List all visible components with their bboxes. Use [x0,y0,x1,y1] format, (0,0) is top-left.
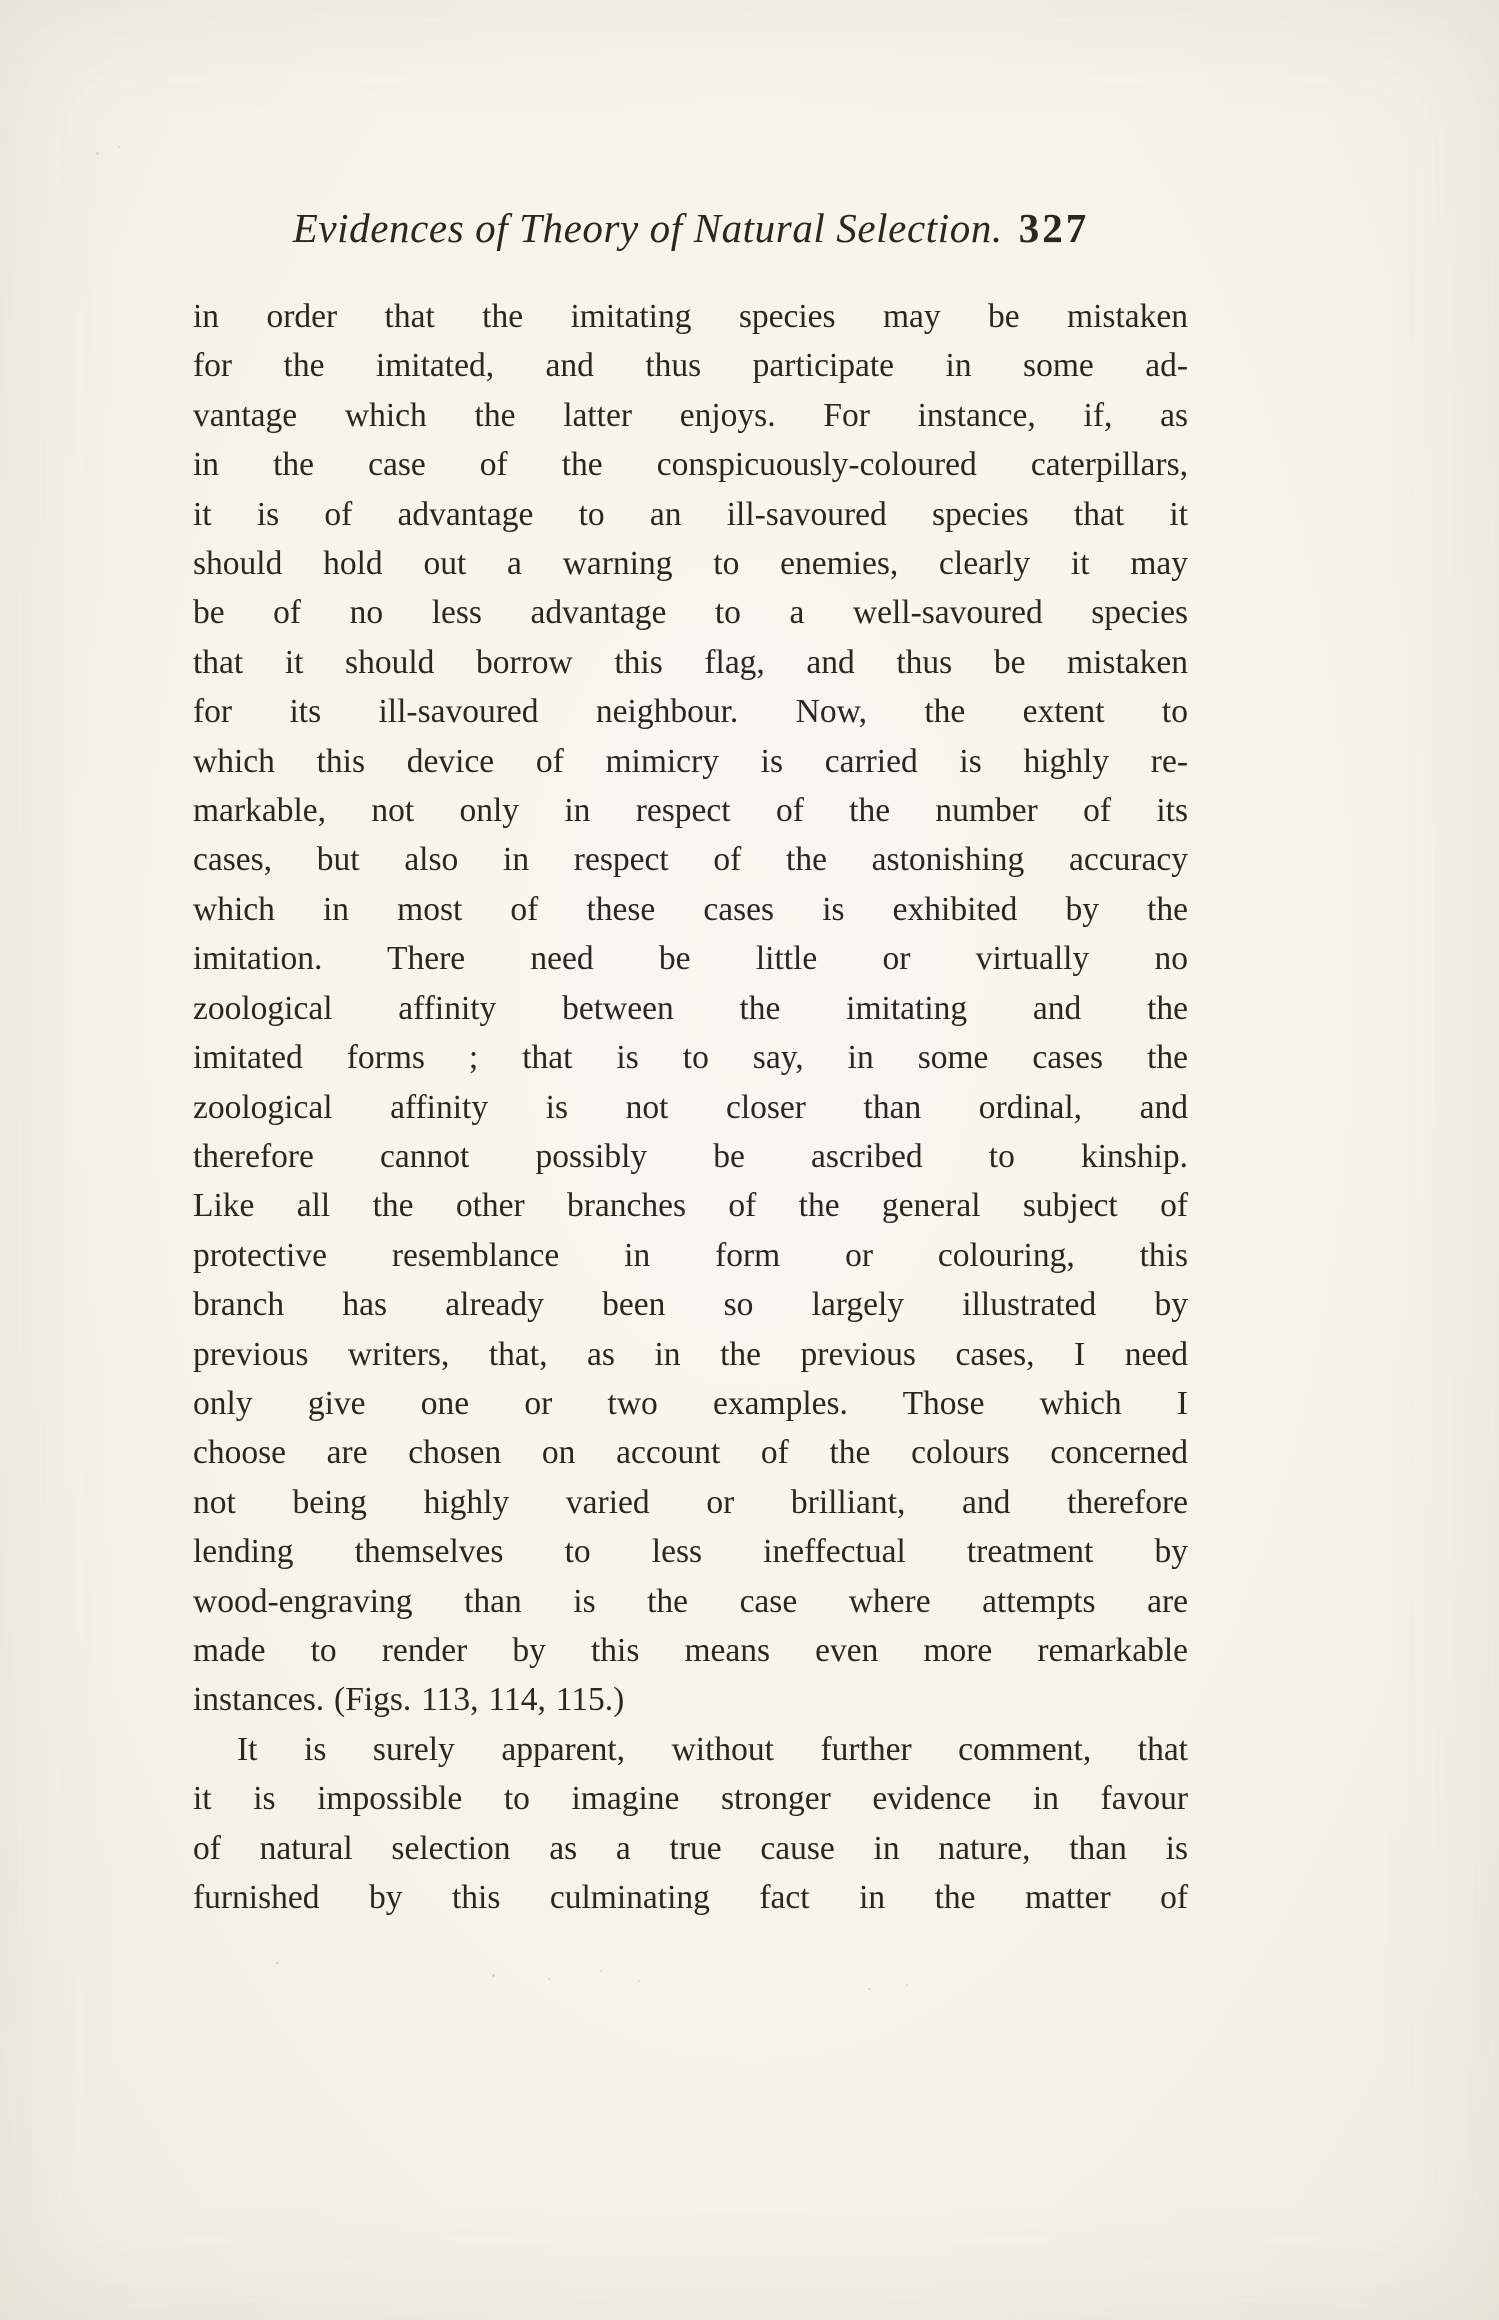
text-line: made to render by this means even more remarkable [193,1631,1188,1669]
scan-speck [638,1980,640,1982]
text-line: choose are chosen on account of the colours concerned [193,1434,1188,1472]
text-line: be of no less advantage to a well-savoured species [193,594,1188,632]
scan-speck [276,1962,279,1964]
text-line: imitated forms ; that is to say, in some cases the [193,1039,1188,1077]
text-line: markable, not only in respect of the number of its [193,792,1188,830]
text-line: should hold out a warning to enemies, clearly it may [193,545,1188,583]
text-line: protective resemblance in form or colouring, this [193,1236,1188,1274]
running-head-title: Evidences of Theory of Natural Selection. [292,205,1003,251]
scan-speck [548,1978,550,1980]
text-line: zoological affinity is not closer than ordinal, and [193,1088,1188,1126]
text-line: therefore cannot possibly be ascribed to kinship. [193,1137,1188,1175]
text-line: that it should borrow this flag, and thus be mistaken [193,643,1188,681]
text-line: of natural selection as a true cause in nature, than is [193,1829,1188,1867]
scan-speck [868,1988,871,1990]
text-line: vantage which the latter enjoys. For instance, if, as [193,396,1188,434]
text-line: previous writers, that, as in the previous cases, I need [193,1335,1188,1373]
scan-speck [906,1984,908,1986]
running-head [186,204,1196,252]
scan-speck [492,1974,495,1977]
text-line: zoological affinity between the imitating and the [193,989,1188,1027]
page-number: 327 [1018,205,1090,251]
text-line: cases, but also in respect of the astonishing accuracy [193,841,1188,879]
text-line: it is of advantage to an ill-savoured species that it [193,495,1188,533]
text-line: only give one or two examples. Those which I [193,1384,1188,1422]
text-line: It is surely apparent, without further comment, that [237,1730,1188,1768]
scan-speck [96,152,99,155]
text-line: which in most of these cases is exhibited by the [193,890,1188,928]
text-line: furnished by this culminating fact in the matter of [193,1879,1188,1916]
text-line: lending themselves to less ineffectual treatment by [193,1533,1188,1571]
text-line: branch has already been so largely illustrated by [193,1286,1188,1324]
text-line: it is impossible to imagine stronger evidence in favour [193,1780,1188,1818]
text-line: wood-engraving than is the case where attempts are [193,1582,1188,1620]
text-line: in order that the imitating species may be mistaken [193,298,1188,335]
scan-speck [600,1970,602,1972]
text-line: for its ill-savoured neighbour. Now, the extent to [193,693,1188,731]
scan-speck [118,146,120,148]
text-line: not being highly varied or brilliant, and therefore [193,1483,1188,1521]
text-line: for the imitated, and thus participate in some ad- [193,347,1188,385]
text-line: in the case of the conspicuously-coloured caterpillars, [193,446,1188,484]
text-line: instances. (Figs. 113, 114, 115.) [193,1681,625,1719]
text-line: Like all the other branches of the general subject of [193,1187,1188,1225]
page-text [193,292,1188,1922]
text-line: imitation. There need be little or virtually no [193,940,1188,978]
text-line: which this device of mimicry is carried is highly re- [193,742,1188,780]
